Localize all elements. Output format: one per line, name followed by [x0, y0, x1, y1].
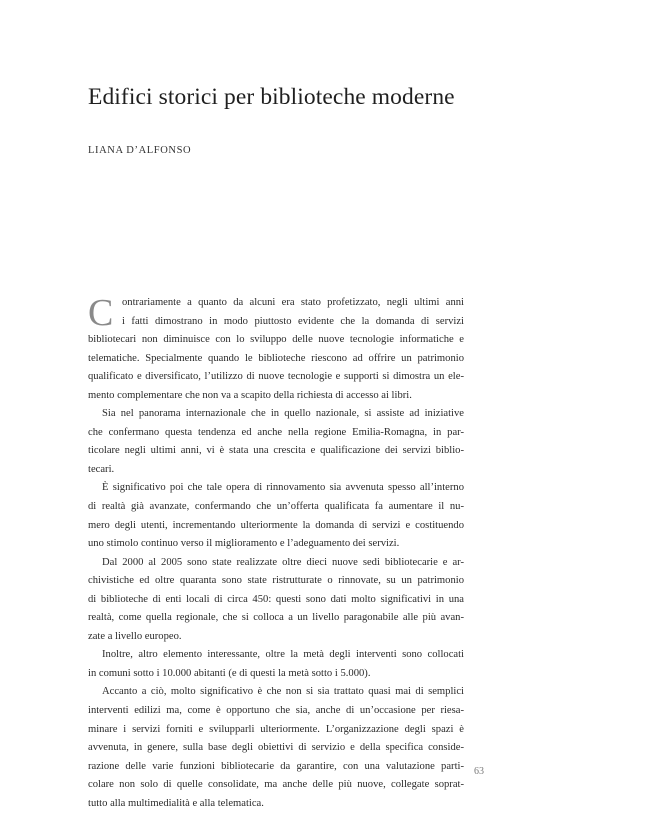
- article-author: LIANA D’ALFONSO: [88, 145, 192, 156]
- body-line: Sia nel panorama internazionale che in quello nazionale, si assiste ad iniziative: [102, 408, 464, 420]
- body-line: mento complementare che non va a scapito della richiesta di accesso ai libri.: [88, 389, 412, 401]
- body-line: chivistiche ed oltre quaranta sono state ristrutturate o rinnovate, su un patrimonio: [88, 575, 464, 587]
- article-title: Edifici storici per biblioteche moderne: [88, 84, 455, 110]
- body-line: Dal 2000 al 2005 sono state realizzate oltre dieci nuove sedi bibliotecarie e ar-: [102, 556, 464, 568]
- body-line: qualificato e diversificato, l’utilizzo di nuove tecnologie e supporti si dimostra un ele-: [88, 371, 464, 383]
- article-body: [88, 294, 464, 813]
- body-line: Inoltre, altro elemento interessante, oltre la metà degli interventi sono collocati: [102, 649, 464, 661]
- body-line: i fatti dimostrano in modo piuttosto evidente che la domanda di servizi: [122, 315, 464, 327]
- body-line: bibliotecari non diminuisce con lo sviluppo delle nuove tecnologie informatiche e: [88, 334, 464, 346]
- body-line: tecari.: [88, 463, 115, 475]
- body-line: avvenuta, in genere, sulla base degli obiettivi di servizio e della specifica conside-: [88, 742, 464, 754]
- body-line: zate a livello europeo.: [88, 630, 182, 642]
- body-line: mero degli utenti, incrementando ulteriormente la domanda di servizi e costituendo: [88, 519, 464, 531]
- drop-cap: C: [88, 292, 114, 334]
- body-line: ticolare negli ultimi anni, vi è stata una crescita e qualificazione dei servizi biblio-: [88, 445, 464, 457]
- body-line: di biblioteche di enti locali di circa 450: questi sono dati molto significativi in una: [88, 593, 464, 605]
- body-line: colare non solo di quelle consolidate, ma anche delle più nuove, collegate soprat-: [88, 779, 464, 791]
- body-line: razione delle varie funzioni bibliotecarie da garantire, con una valutazione parti-: [88, 760, 464, 772]
- body-line: Accanto a ciò, molto significativo è che non si sia trattato quasi mai di semplici: [102, 686, 464, 698]
- body-line: che confermano questa tendenza ed anche nella regione Emilia-Romagna, in par-: [88, 426, 464, 438]
- body-line: uno stimolo continuo verso il miglioramento e l’adeguamento dei servizi.: [88, 538, 400, 550]
- body-line: di realtà già avanzate, confermando che un’offerta qualificata fa aumentare il nu-: [88, 501, 464, 513]
- body-line: telematiche. Specialmente quando le biblioteche riescono ad offrire un patrimonio: [88, 352, 464, 364]
- body-line: minare i servizi forniti e svilupparli ulteriormente. L’organizzazione degli spazi è: [88, 723, 464, 735]
- body-line: tutto alla multimedialità e alla telematica.: [88, 797, 264, 809]
- body-line: realtà, come quella regionale, che si colloca a un livello paragonabile alle più avan-: [88, 612, 464, 624]
- body-line: È significativo poi che tale opera di rinnovamento sia avvenuta spesso all’interno: [102, 482, 464, 494]
- body-line: ontrariamente a quanto da alcuni era stato profetizzato, negli ultimi anni: [122, 297, 464, 308]
- page-number: 63: [474, 766, 484, 777]
- body-line: interventi edilizi ma, come è opportuno che sia, anche di un’occasione per riesa-: [88, 705, 464, 717]
- body-line: in comuni sotto i 10.000 abitanti (e di questi la metà sotto i 5.000).: [88, 667, 371, 679]
